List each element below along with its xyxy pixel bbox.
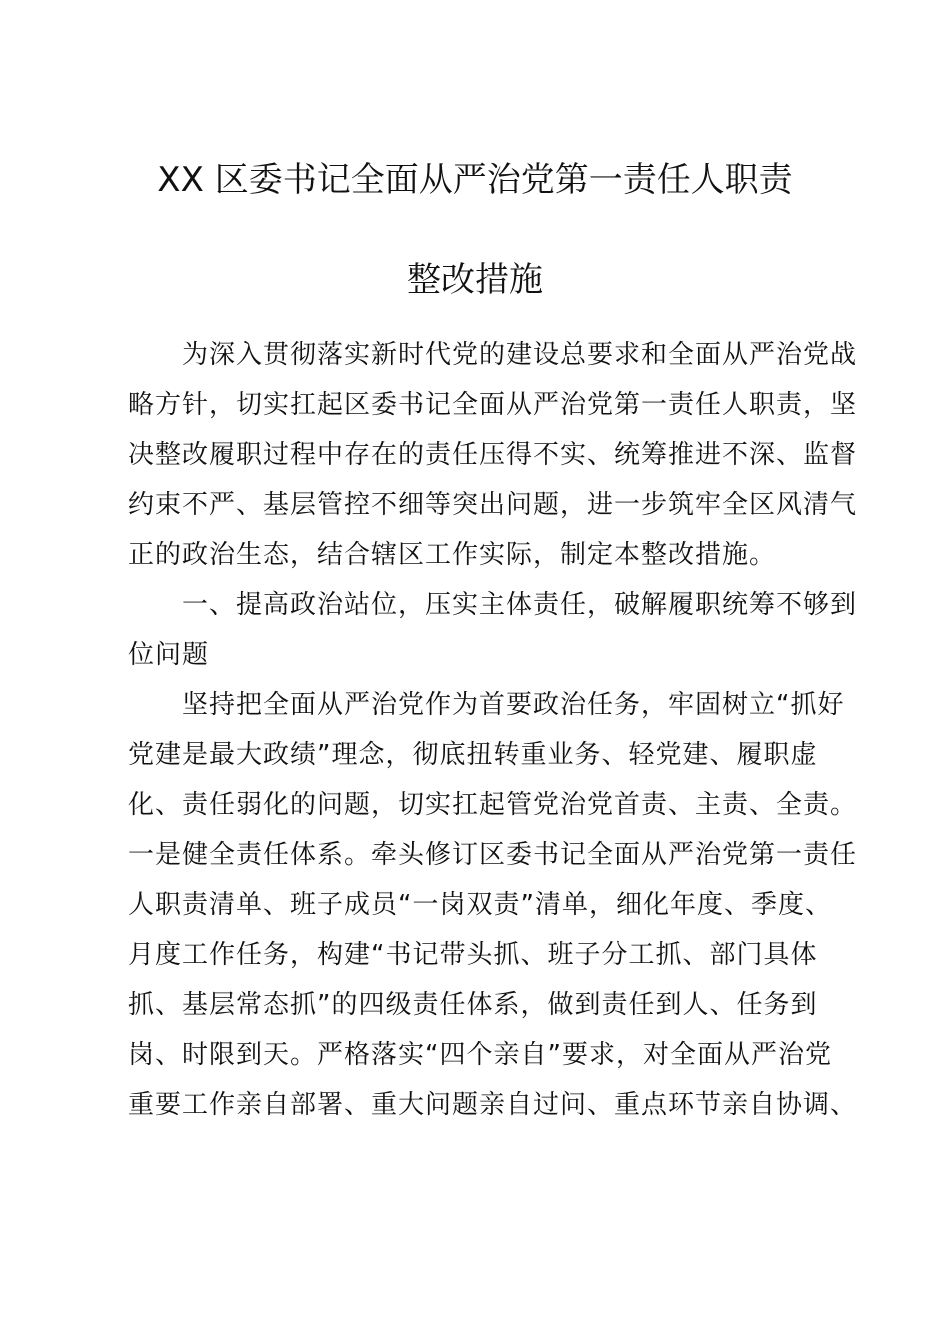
- body-text-line: 重要工作亲自部署、重大问题亲自过问、重点环节亲自协调、: [128, 1090, 858, 1120]
- document-title-line-1: XX 区委书记全面从严治党第一责任人职责: [157, 160, 793, 200]
- body-text-line: 决整改履职过程中存在的责任压得不实、统筹推进不深、监督: [128, 440, 858, 470]
- body-text-line: 月度工作任务，构建“书记带头抓、班子分工抓、部门具体: [128, 940, 818, 970]
- body-text-line: 略方针，切实扛起区委书记全面从严治党第一责任人职责，坚: [128, 390, 858, 420]
- body-text-line: 正的政治生态，结合辖区工作实际，制定本整改措施。: [128, 540, 777, 570]
- section-heading-line: 位问题: [128, 640, 210, 670]
- body-text-line: 约束不严、基层管控不细等突出问题，进一步筑牢全区风清气: [128, 490, 858, 520]
- body-text-line: 一是健全责任体系。牵头修订区委书记全面从严治党第一责任: [128, 840, 858, 870]
- body-text-line: 岗、时限到天。严格落实“四个亲自”要求，对全面从严治党: [128, 1040, 832, 1070]
- body-text-line: 人职责清单、班子成员“一岗双责”清单，细化年度、季度、: [128, 890, 832, 920]
- body-text-line: 抓、基层常态抓”的四级责任体系，做到责任到人、任务到: [128, 990, 818, 1020]
- document-title-line-2: 整改措施: [407, 260, 543, 300]
- body-text-line: 党建是最大政绩”理念，彻底扭转重业务、轻党建、履职虚: [128, 740, 818, 770]
- body-text-line: 为深入贯彻落实新时代党的建设总要求和全面从严治党战: [128, 340, 858, 370]
- body-text-line: 化、责任弱化的问题，切实扛起管党治党首责、主责、全责。: [128, 790, 858, 820]
- body-text-line: 坚持把全面从严治党作为首要政治任务，牢固树立“抓好: [128, 690, 845, 720]
- section-heading-line: 一、提高政治站位，压实主体责任，破解履职统筹不够到: [128, 590, 858, 620]
